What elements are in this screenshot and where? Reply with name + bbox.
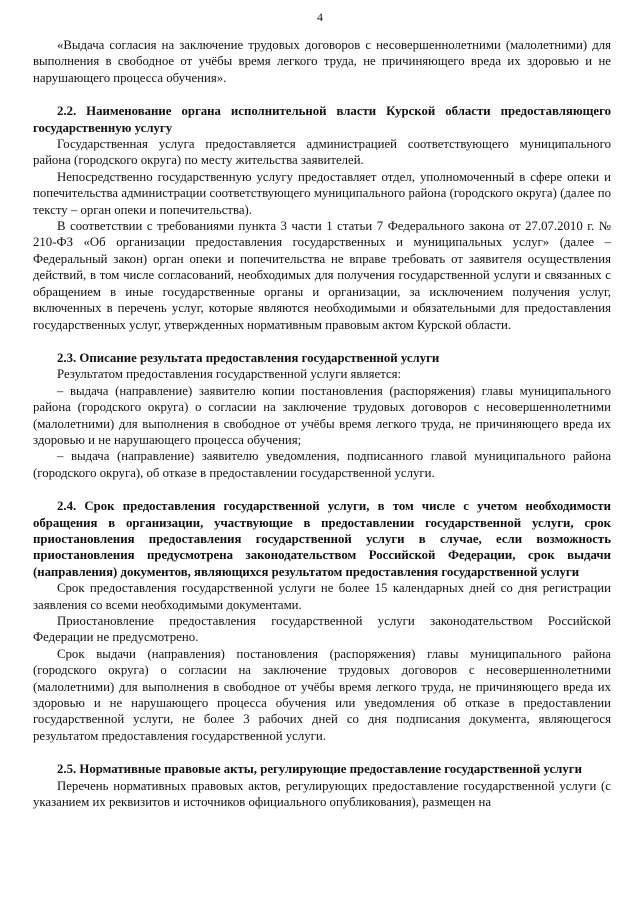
section-2-2-paragraph: В соответствии с требованиями пункта 3 части 1 статьи 7 Федерального закона от 27.07.2010 г. № 210-ФЗ «Об организации предоставления государственных и муниципальных услуг» (далее – Федеральный закон) орган опеки и попечительства не вправе требовать от заявителя осуществления действий, в том числе согласований, необходимых для получения государственной услуги и связанных с обращением в иные государственные органы и организации, за исключением получения услуг, включенных в перечень услуг, которые являются необходимыми и обязательными для предоставления государственных услуг, утвержденных нормативным правовым актом Курской области. [33,219,611,332]
page-number: 4 [317,10,323,24]
section-2-2-heading: 2.2. Наименование органа исполнительной власти Курской области предоставляющего государственную услугу [33,104,611,135]
section-2-3-list-item: – выдача (направление) заявителю уведомления, подписанного главой муниципального района (городского округа), об отказе в предоставлении государственной услуги. [33,449,611,480]
page-content [33,37,611,810]
section-2-4-paragraph: Срок выдачи (направления) постановления (распоряжения) главы муниципального района (городского округа) о согласии на заключение трудовых договоров с несовершеннолетними (малолетними) для выполнения в свободное от учёбы время легкого труда, не причиняющего вреда их здоровью и не нарушающего процесса обучения или уведомления об отказе в предоставлении государственной услуги, не более 3 рабочих дней со дня подписания документа, являющегося результатом предоставления государственной услуги. [33,646,611,743]
section-2-4-heading: 2.4. Срок предоставления государственной услуги, в том числе с учетом необходимости обращения в организации, участвующие в предоставлении государственной услуги, срок приостановления предоставления государственной услуги в случае, если возможность приостановления предусмотрена законодательством Российской Федерации, срок выдачи (направления) документов, являющихся результатом предоставления государственной услуги [33,499,611,579]
section-2-4-paragraph: Срок предоставления государственной услуги не более 15 календарных дней со дня регистрации заявления со всеми необходимыми документами. [33,581,611,612]
section-2-4-paragraph: Приостановление предоставления государственной услуги законодательством Российской Федерации не предусмотрено. [33,614,611,645]
section-2-2-paragraph: Непосредственно государственную услугу предоставляет отдел, уполномоченный в сфере опеки и попечительства администрации соответствующего муниципального района (городского округа) (далее по тексту – орган опеки и попечительства). [33,169,611,217]
section-2-3-paragraph: Результатом предоставления государственной услуги является: [57,367,402,382]
section-2-3-heading: 2.3. Описание результата предоставления государственной услуги [57,350,440,365]
section-2-3-list-item: – выдача (направление) заявителю копии постановления (распоряжения) главы муниципального района (городского округа) о согласии на заключение трудовых договоров с несовершеннолетними (малолетними) для выполнения в свободное от учёбы время легкого труда, не причиняющего вреда их здоровью и не нарушающего процесса обучения; [33,383,611,447]
section-2-5-paragraph: Перечень нормативных правовых актов, регулирующих предоставление государственной услуги (с указанием их реквизитов и источников официального опубликования), размещен на [33,778,611,810]
section-2-2-paragraph: Государственная услуга предоставляется администрацией соответствующего муниципального района (городского округа) по месту жительства заявителей. [33,137,611,168]
section-2-5-heading: 2.5. Нормативные правовые акты, регулирующие предоставление государственной услуги [57,762,582,777]
intro-quote: «Выдача согласия на заключение трудовых договоров с несовершеннолетними (малолетними) для выполнения в свободное от учёбы время легкого труда, не причиняющего вреда их здоровью и не нарушающего процесса обучения». [33,38,611,85]
